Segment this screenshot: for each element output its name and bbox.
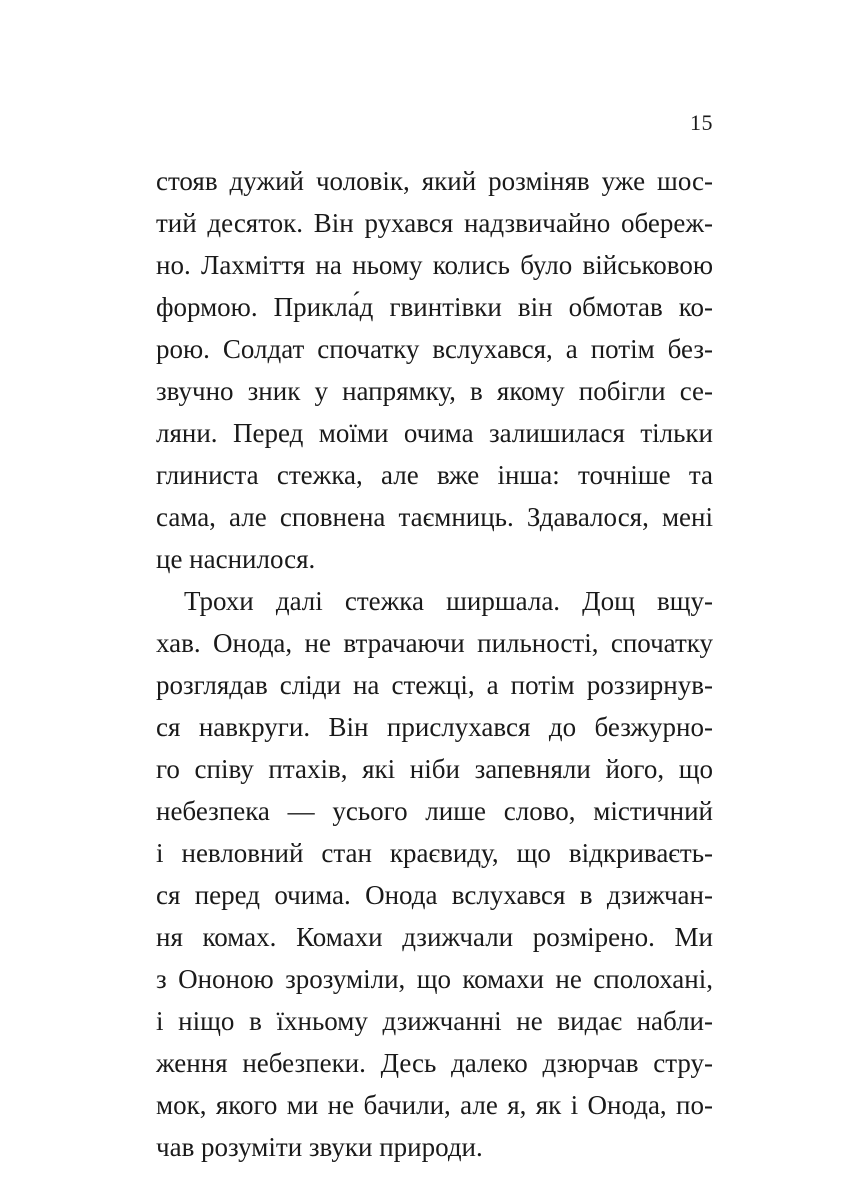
text-line: ся навкруги. Він прислухався до безжурно- bbox=[156, 712, 713, 742]
text-line: з Ононою зрозуміли, що комахи не сполохані, bbox=[156, 964, 713, 994]
text-line: рою. Солдат спочатку вслухався, а потім без- bbox=[156, 334, 713, 364]
text-line: ження небезпеки. Десь далеко дзюрчав стру- bbox=[156, 1048, 713, 1078]
text-line: тий десяток. Він рухався надзвичайно обереж- bbox=[156, 208, 713, 238]
body-text bbox=[156, 160, 713, 1168]
text-line: і невловний стан краєвиду, що відкриваєть- bbox=[156, 838, 713, 868]
text-line: ся перед очима. Онода вслухався в дзижчан- bbox=[156, 880, 713, 910]
page-number: 15 bbox=[690, 110, 713, 135]
text-line: це наснилося. bbox=[156, 544, 316, 574]
text-line: звучно зник у напрямку, в якому побігли се- bbox=[156, 376, 713, 406]
text-line: глиниста стежка, але вже інша: точніше та bbox=[156, 460, 713, 490]
text-line: і ніщо в їхньому дзижчанні не видає набли- bbox=[156, 1006, 713, 1036]
text-line: го співу птахів, які ніби запевняли його, що bbox=[156, 754, 713, 784]
text-line: мок, якого ми не бачили, але я, як і Онода, по- bbox=[156, 1090, 713, 1120]
text-line: розглядав сліди на стежці, а потім роззирнув- bbox=[156, 670, 713, 700]
text-line: хав. Онода, не втрачаючи пильності, спочатку bbox=[156, 628, 713, 658]
text-line: стояв дужий чоловік, який розміняв уже шос- bbox=[156, 166, 713, 196]
text-line: но. Лахміття на ньому колись було військовою bbox=[156, 250, 713, 280]
text-line: Трохи далі стежка ширшала. Дощ вщу- bbox=[184, 586, 713, 616]
paragraph-1 bbox=[156, 160, 713, 580]
text-line: ня комах. Комахи дзижчали розмірено. Ми bbox=[156, 922, 713, 952]
text-line: небезпека — усього лише слово, містичний bbox=[156, 796, 713, 826]
text-line: сама, але сповнена таємниць. Здавалося, мені bbox=[156, 502, 713, 532]
text-line: чав розуміти звуки природи. bbox=[156, 1132, 483, 1162]
text-line: ляни. Перед моїми очима залишилася тільки bbox=[156, 418, 713, 448]
text-line: формою. Прикла́д гвинтівки він обмотав ко- bbox=[156, 292, 713, 322]
paragraph-2 bbox=[156, 580, 713, 1168]
